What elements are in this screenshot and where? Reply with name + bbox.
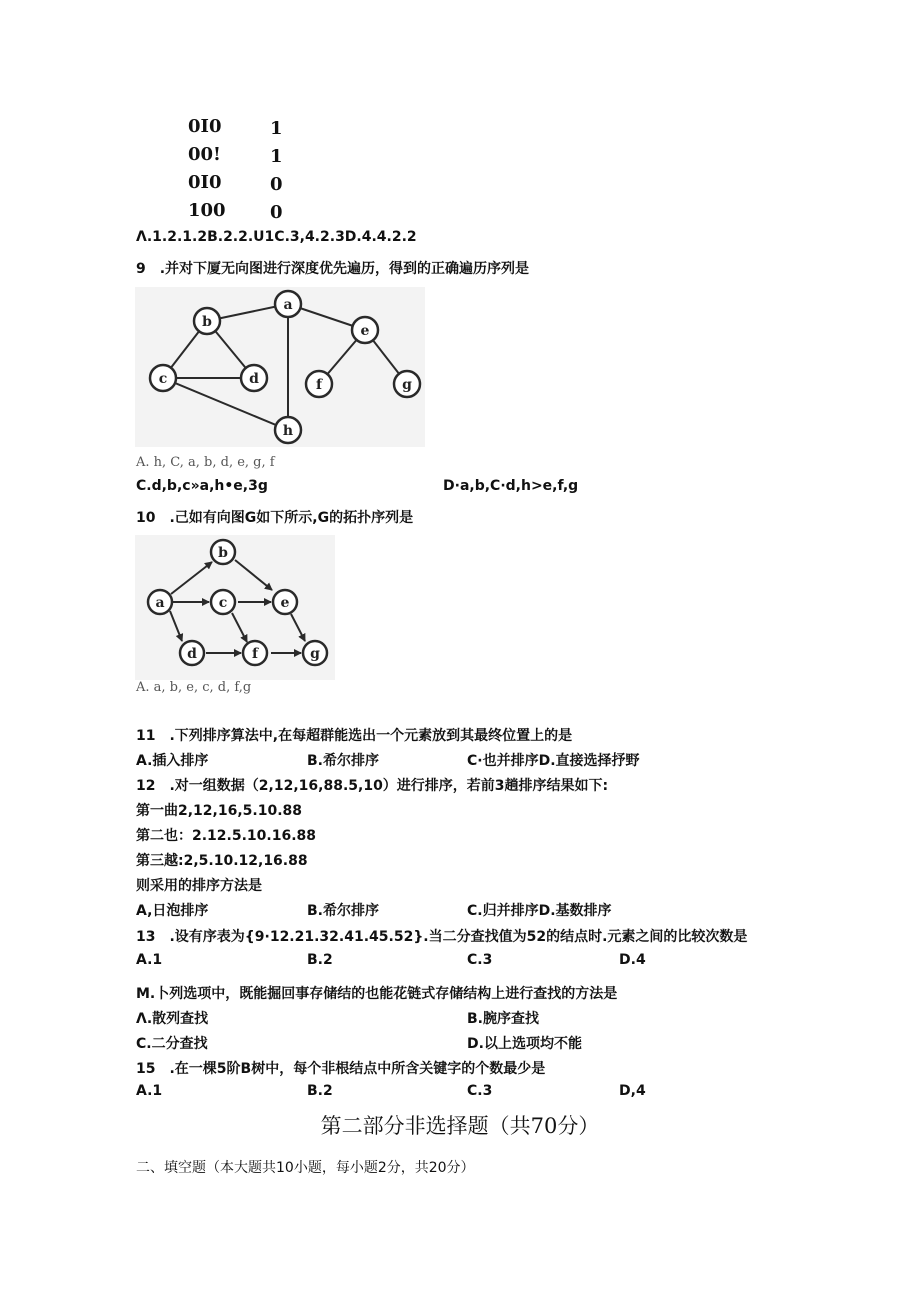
graph-label-h: h bbox=[282, 423, 294, 439]
matrix-row-4-bits: 100 bbox=[188, 200, 226, 221]
q14-option-d: D.以上选项均不能 bbox=[467, 1036, 582, 1052]
q10-stem: 10 .己如有向图G如下所示,G的拓扑序列是 bbox=[136, 510, 414, 526]
matrix-row-1-value: 1 bbox=[270, 118, 283, 139]
digraph-label-a: a bbox=[155, 595, 165, 611]
q11-option-b: B.希尔排序 bbox=[307, 753, 379, 769]
q13-stem: 13 .设有序表为{9·12.21.32.41.45.52}.当二分查找值为52的结点时.元素之间的比较次数是 bbox=[136, 929, 748, 945]
q13-option-b: B.2 bbox=[307, 952, 333, 968]
undirected-graph bbox=[135, 287, 425, 447]
graph-label-a: a bbox=[283, 297, 293, 313]
q11-stem: 11 .下列排序算法中,在每超群能选出一个元素放到其最终位置上的是 bbox=[136, 728, 573, 744]
q14-option-c: C.二分查找 bbox=[136, 1036, 208, 1052]
q13-option-d: D.4 bbox=[619, 952, 646, 968]
q9-stem: 9 .并对下厦无向图进行深度优先遍历，得到的正确遍历序列是 bbox=[136, 261, 530, 277]
digraph-label-g: g bbox=[310, 646, 320, 662]
q13-option-a: A.1 bbox=[136, 952, 163, 968]
digraph-label-e: e bbox=[280, 595, 290, 611]
q11-option-a: A.插入排序 bbox=[136, 753, 209, 769]
matrix-row-2-bits: 00! bbox=[188, 144, 221, 165]
q12-option-b: B.希尔排序 bbox=[307, 903, 379, 919]
q14-stem: M.卜列选项中，既能掘回事存储结的也能花链式存储结构上进行查找的方法是 bbox=[136, 986, 618, 1002]
digraph-label-f: f bbox=[251, 646, 259, 662]
graph-label-b: b bbox=[202, 314, 212, 330]
graph-label-e: e bbox=[360, 323, 370, 339]
q13-option-c: C.3 bbox=[467, 952, 493, 968]
q12-option-cd: C.归并排序D.基数排序 bbox=[467, 903, 612, 919]
digraph-label-c: c bbox=[218, 595, 228, 611]
digraph-label-d: d bbox=[187, 646, 197, 662]
q12-pass-2: 第二也：2.12.5.10.16.88 bbox=[136, 828, 317, 844]
q11-option-cd: C·也并排序D.直接选择抒野 bbox=[467, 753, 640, 769]
directed-graph bbox=[135, 535, 335, 680]
q12-option-a: A,日泡排序 bbox=[136, 903, 209, 919]
matrix-row-3-value: 0 bbox=[270, 174, 283, 195]
q12-pass-1: 第一曲2,12,16,5.10.88 bbox=[136, 803, 303, 819]
q9-option-d: D·a,b,C·d,h>e,f,g bbox=[443, 478, 579, 494]
q12-question: 则采用的排序方法是 bbox=[136, 878, 262, 894]
q15-option-d: D,4 bbox=[619, 1083, 646, 1099]
part-two-title: 第二部分非选择题（共70分） bbox=[320, 1114, 600, 1138]
q14-option-a: Λ.散列查找 bbox=[136, 1011, 209, 1027]
q14-option-b: B.腕序查找 bbox=[467, 1011, 539, 1027]
matrix-row-1-bits: 0I0 bbox=[188, 116, 222, 137]
q12-stem: 12 .对一组数据（2,12,16,88.5,10）进行排序，若前3趟排序结果如下: bbox=[136, 778, 609, 794]
q9-option-c: C.d,b,c»a,h•e,3g bbox=[136, 478, 268, 494]
q15-stem: 15 .在一棵5阶B树中，每个非根结点中所含关键字的个数最少是 bbox=[136, 1061, 546, 1077]
q15-option-a: A.1 bbox=[136, 1083, 163, 1099]
q8-options: Λ.1.2.1.2B.2.2.U1C.3,4.2.3D.4.4.2.2 bbox=[136, 229, 417, 245]
q15-option-b: B.2 bbox=[307, 1083, 333, 1099]
q15-option-c: C.3 bbox=[467, 1083, 493, 1099]
digraph-label-b: b bbox=[218, 545, 228, 561]
graph-label-f: f bbox=[315, 377, 323, 393]
q10-option-a: A. a, b, e, c, d, f,g bbox=[136, 680, 252, 695]
graph-label-d: d bbox=[249, 371, 259, 387]
fill-in-section-heading: 二、填空题（本大题共10小题，每小题2分，共20分） bbox=[136, 1160, 475, 1176]
matrix-row-2-value: 1 bbox=[270, 146, 283, 167]
graph-label-c: c bbox=[158, 371, 168, 387]
q9-option-a: A. h, C, a, b, d, e, g, f bbox=[136, 455, 275, 470]
graph-label-g: g bbox=[402, 377, 412, 393]
q12-pass-3: 第三越:2,5.10.12,16.88 bbox=[136, 853, 308, 869]
matrix-row-3-bits: 0I0 bbox=[188, 172, 222, 193]
matrix-row-4-value: 0 bbox=[270, 202, 283, 223]
